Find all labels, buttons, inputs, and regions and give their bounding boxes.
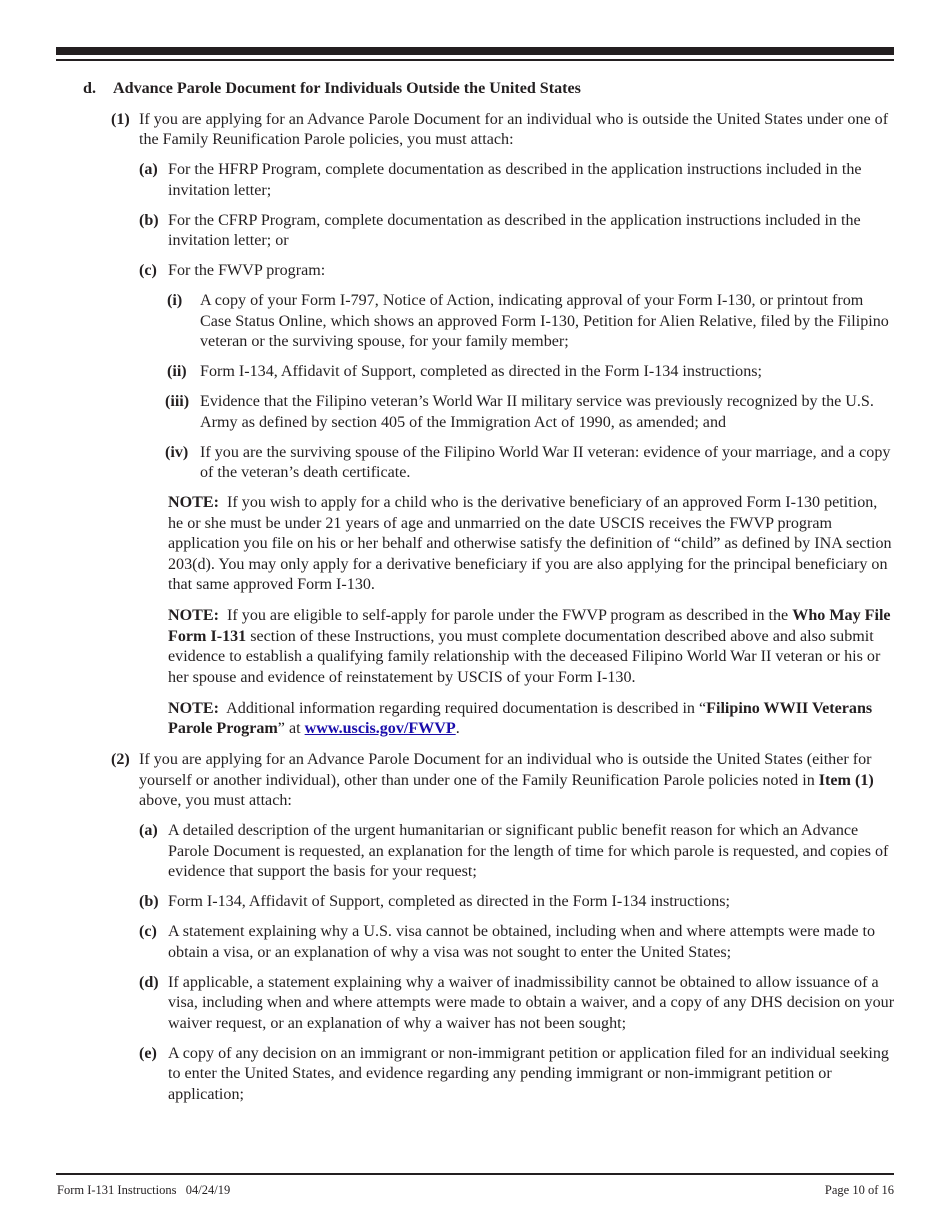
item-2 xyxy=(0,750,950,812)
note-3-text-after: . xyxy=(455,720,460,737)
note-1-text: If you wish to apply for a child who is the derivative beneficiary of an approved Form I-130 petition, he or she must be under 21 years of age and unmarried on the date USCIS receives the FWVP program application you file on his or her behalf and otherwise satisfy the definition of “child” as defined by INA section 203(d). You may only apply for a derivative beneficiary if you are also applying for the principal beneficiary on that same approved Form I-130. xyxy=(168,494,892,593)
item-2b-text: Form I-134, Affidavit of Support, completed as directed in the Form I-134 instructions; xyxy=(168,893,730,910)
note-2-label: NOTE: xyxy=(168,607,219,624)
note-2-bold: Who May File Form I-131 xyxy=(168,607,891,645)
item-1c-iv xyxy=(0,443,950,484)
item-1a xyxy=(0,160,950,201)
item-2b xyxy=(0,892,950,913)
item-2d-text: If applicable, a statement explaining why a waiver of inadmissibility cannot be obtained to allow issuance of a visa, including when and where attempts were made to obtain a waiver, and a copy of any DHS decision on your waiver request, or an explanation of why a waiver has not been sought; xyxy=(168,973,895,1032)
item-2c-label: (c) xyxy=(139,923,157,940)
item-1b-label: (b) xyxy=(139,211,159,229)
header-rule-thick xyxy=(56,47,894,55)
note-2-text-after: section of these Instructions, you must complete documentation described above and also submit evidence to establish a qualifying family relationship with the deceased Filipino World War II veteran or his or her spouse and evidence of reinstatement by USCIS of your Form I-130. xyxy=(168,627,881,686)
note-2-text-before: If you are eligible to self-apply for parole under the FWVP program as described in the xyxy=(227,607,793,624)
item-1c-label: (c) xyxy=(139,262,157,279)
note-self-apply xyxy=(0,606,950,688)
item-2d xyxy=(0,973,950,1035)
item-1c-ii-text: Form I-134, Affidavit of Support, completed as directed in the Form I-134 instructions; xyxy=(200,363,762,380)
item-1b xyxy=(0,211,950,252)
item-2e-text: A copy of any decision on an immigrant or non-immigrant petition or application filed for an individual seeking to enter the United States, and evidence regarding any pending immigrant or non-immigrant petition or application; xyxy=(168,1044,889,1103)
item-2-bold: Item (1) xyxy=(818,771,874,789)
footer-rule xyxy=(56,1173,894,1175)
item-1b-text: For the CFRP Program, complete documentation as described in the application instructions included in the invitation letter; or xyxy=(168,211,861,249)
section-title: Advance Parole Document for Individuals Outside the United States xyxy=(113,80,581,97)
item-1a-text: For the HFRP Program, complete documentation as described in the application instructions included in the invitation letter; xyxy=(168,161,862,199)
item-1c-i xyxy=(0,291,950,353)
note-derivative-beneficiary xyxy=(0,493,950,596)
fwvp-link[interactable]: www.uscis.gov/FWVP xyxy=(304,720,456,737)
note-3-bold: Filipino WWII Veterans Parole Program xyxy=(168,699,873,737)
note-1-label: NOTE: xyxy=(168,494,219,511)
item-1c-ii xyxy=(0,362,950,383)
item-1c-iv-text: If you are the surviving spouse of the Filipino World War II veteran: evidence of your marriage, and a copy of the veteran’s death certificate. xyxy=(200,443,891,481)
document-body xyxy=(0,79,950,1115)
section-d-heading xyxy=(0,79,950,100)
item-1c-iii-label: (iii) xyxy=(165,393,190,410)
item-2-text-before: If you are applying for an Advance Parole Document for an individual who is outside the United States (either for yourself or another individual), other than under one of the Family Reunification Parole policies noted in xyxy=(139,751,872,789)
item-1-label: (1) xyxy=(111,110,130,128)
item-2d-label: (d) xyxy=(139,973,159,991)
footer-page-number: Page 10 of 16 xyxy=(824,1183,894,1197)
item-1c-iv-label: (iv) xyxy=(165,443,189,461)
item-1c-iii xyxy=(0,392,950,433)
item-2-text xyxy=(139,750,950,812)
note-3-text-mid: ” at xyxy=(277,720,305,737)
item-1c-ii-label: (ii) xyxy=(167,363,187,380)
item-2c xyxy=(0,922,950,963)
header-rule-thin xyxy=(56,59,894,61)
item-2e-label: (e) xyxy=(139,1044,157,1062)
section-label: d. xyxy=(83,80,96,97)
item-2e xyxy=(0,1044,950,1106)
item-2c-text: A statement explaining why a U.S. visa cannot be obtained, including when and where attempts were made to obtain a visa, or an explanation of why a visa was not sought to enter the United States; xyxy=(168,923,876,961)
item-2-text-after: above, you must attach: xyxy=(139,792,292,809)
note-additional-info xyxy=(0,699,950,740)
item-2a-label: (a) xyxy=(139,822,158,839)
item-1a-label: (a) xyxy=(139,161,158,178)
item-1c-i-text: A copy of your Form I-797, Notice of Action, indicating approval of your Form I-130, or printout from Case Status Online, which shows an approved Form I-130, Petition for Alien Relative, filed by the Filipino veteran or the surviving spouse, for your family member; xyxy=(200,292,889,350)
item-1c-i-label: (i) xyxy=(167,292,183,309)
footer-form-info: Form I-131 Instructions 04/24/19 xyxy=(57,1183,231,1197)
note-3-text-before: Additional information regarding required documentation is described in “ xyxy=(226,699,707,717)
note-3-label: NOTE: xyxy=(168,699,219,717)
item-1c xyxy=(0,261,950,282)
item-2b-label: (b) xyxy=(139,893,159,910)
item-1c-iii-text: Evidence that the Filipino veteran’s World War II military service was previously recognized by the U.S. Army as defined by section 405 of the Immigration Act of 1990, as amended; and xyxy=(200,393,874,431)
item-1-text: If you are applying for an Advance Parole Document for an individual who is outside the United States under one of the Family Reunification Parole policies, you must attach: xyxy=(139,110,889,148)
item-2a-text: A detailed description of the urgent humanitarian or significant public benefit reason for which an Advance Parole Document is requested, an explanation for the length of time for which parole is requested, and copies of evidence that support the basis for your request; xyxy=(168,822,889,880)
item-2-label: (2) xyxy=(111,751,130,768)
item-2a xyxy=(0,821,950,883)
item-1c-text: For the FWVP program: xyxy=(168,262,326,279)
item-1 xyxy=(0,110,950,151)
